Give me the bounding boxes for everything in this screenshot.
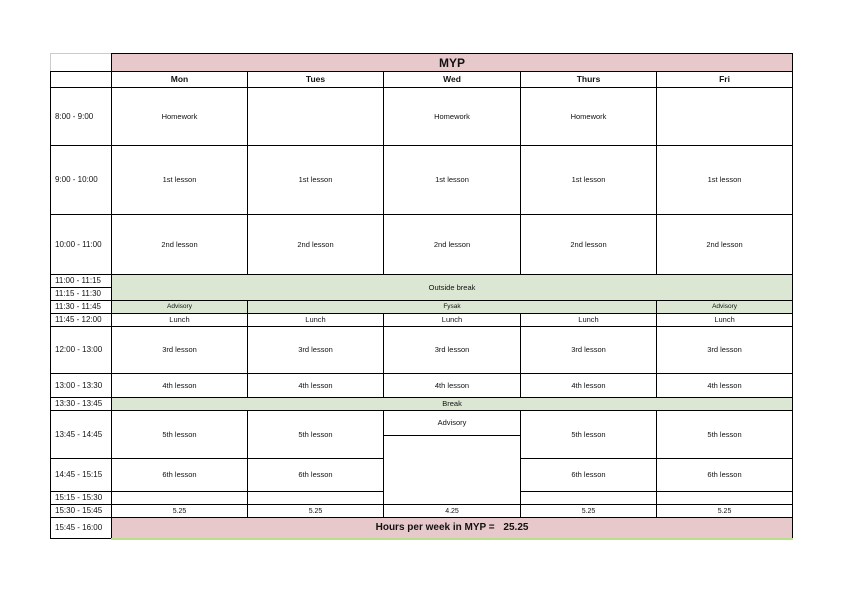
slot-fri-advisory: Advisory [657,301,793,314]
slot-fri-empty [657,88,793,146]
slot-wed-homework: Homework [384,88,521,146]
slot-tues-6th-lesson: 6th lesson [248,459,384,492]
time-label: 15:45 - 16:00 [51,518,112,539]
wed-afternoon-block [384,411,520,436]
slot-thurs-lunch: Lunch [521,314,657,327]
slot-mon-4th-lesson: 4th lesson [112,374,248,398]
slot-thurs-2nd-lesson: 2nd lesson [521,215,657,275]
time-label: 13:00 - 13:30 [51,374,112,398]
day-header-thurs: Thurs [521,72,657,88]
slot-wed-3rd-lesson: 3rd lesson [384,327,521,374]
hours-tues: 5.25 [248,505,384,518]
fysak-block: Fysak [248,301,657,314]
slot-thurs-3rd-lesson: 3rd lesson [521,327,657,374]
slot-mon-lunch: Lunch [112,314,248,327]
slot-mon-homework: Homework [112,88,248,146]
hours-mon: 5.25 [112,505,248,518]
slot-tues-empty [248,88,384,146]
slot-fri-4th-lesson: 4th lesson [657,374,793,398]
break-block: Break [112,398,793,411]
slot-fri-2nd-lesson: 2nd lesson [657,215,793,275]
slot-wed-2nd-lesson: 2nd lesson [384,215,521,275]
slot-thurs-empty [521,492,657,505]
slot-thurs-5th-lesson: 5th lesson [521,411,657,459]
slot-mon-2nd-lesson: 2nd lesson [112,215,248,275]
slot-wed-1st-lesson: 1st lesson [384,146,521,215]
time-label: 13:30 - 13:45 [51,398,112,411]
hours-thurs: 5.25 [521,505,657,518]
slot-tues-5th-lesson: 5th lesson [248,411,384,459]
weekly-hours-value: 25.25 [503,521,529,533]
slot-thurs-homework: Homework [521,88,657,146]
wed-advisory-label: Advisory [384,411,520,436]
outside-break-block: Outside break [112,275,793,301]
slot-tues-1st-lesson: 1st lesson [248,146,384,215]
time-label: 11:30 - 11:45 [51,301,112,314]
time-label: 11:00 - 11:15 [51,275,112,288]
slot-fri-1st-lesson: 1st lesson [657,146,793,215]
slot-thurs-4th-lesson: 4th lesson [521,374,657,398]
slot-mon-1st-lesson: 1st lesson [112,146,248,215]
time-label: 12:00 - 13:00 [51,327,112,374]
hours-wed: 4.25 [384,505,521,518]
weekly-hours-total [112,518,793,539]
timetable-title: MYP [112,54,793,72]
slot-tues-2nd-lesson: 2nd lesson [248,215,384,275]
time-label: 15:30 - 15:45 [51,505,112,518]
slot-mon-5th-lesson: 5th lesson [112,411,248,459]
hours-fri: 5.25 [657,505,793,518]
time-label: 9:00 - 10:00 [51,146,112,215]
slot-wed-4th-lesson: 4th lesson [384,374,521,398]
day-header-fri: Fri [657,72,793,88]
slot-fri-lunch: Lunch [657,314,793,327]
time-label: 15:15 - 15:30 [51,492,112,505]
slot-fri-6th-lesson: 6th lesson [657,459,793,492]
time-label: 13:45 - 14:45 [51,411,112,459]
time-label: 11:15 - 11:30 [51,288,112,301]
slot-tues-empty [248,492,384,505]
slot-thurs-1st-lesson: 1st lesson [521,146,657,215]
day-header-mon: Mon [112,72,248,88]
time-label: 8:00 - 9:00 [51,88,112,146]
day-header-tues: Tues [248,72,384,88]
slot-wed-lunch: Lunch [384,314,521,327]
myp-timetable [50,53,793,540]
time-label: 11:45 - 12:00 [51,314,112,327]
time-label: 10:00 - 11:00 [51,215,112,275]
header-time-cell [51,72,112,88]
slot-fri-empty [657,492,793,505]
slot-fri-5th-lesson: 5th lesson [657,411,793,459]
slot-tues-3rd-lesson: 3rd lesson [248,327,384,374]
slot-tues-lunch: Lunch [248,314,384,327]
slot-mon-empty [112,492,248,505]
weekly-hours-label: Hours per week in MYP = [375,521,495,533]
slot-wed-advisory [384,411,521,505]
corner-cell [51,54,112,72]
slot-fri-3rd-lesson: 3rd lesson [657,327,793,374]
slot-tues-4th-lesson: 4th lesson [248,374,384,398]
day-header-wed: Wed [384,72,521,88]
slot-mon-3rd-lesson: 3rd lesson [112,327,248,374]
slot-mon-advisory: Advisory [112,301,248,314]
slot-thurs-6th-lesson: 6th lesson [521,459,657,492]
slot-mon-6th-lesson: 6th lesson [112,459,248,492]
time-label: 14:45 - 15:15 [51,459,112,492]
